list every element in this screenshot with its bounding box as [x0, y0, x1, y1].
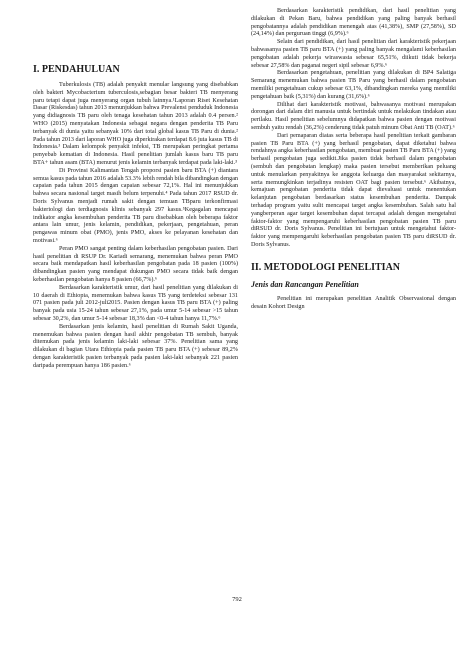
top-spacer [33, 8, 238, 64]
section-spacer [251, 250, 456, 262]
paragraph-right-1: Berdasarkan karakteristik pendidikan, dari hasil penelitian yang dilakukan di Pekan Baru, bahwa pendidikan yang paling banyak berhasil pengobatannya adalah pendidikan menengah atas (41,38%), SMP (27,58%), SD (24,14%) dan perguruan tinggi (6,9%).⁶ [251, 8, 456, 38]
paragraph-right-4: Dilihat dari karakteristik motivasi, bahwasanya motivasi merupakan dorongan dari dalam diri manusia untuk bertindak untuk melakukan tindakan atau perilaku. Hasil penelitian sebelumnya didapatkan bahwa pasien dengan motivasi sembuh yaitu rendah (36,2%) cenderung tidak patuh minum Obat Anti TB (OAT).⁶ [251, 101, 456, 131]
subsection-heading-jenis: Jenis dan Rancangan Penelitian [251, 279, 359, 289]
paragraph-intro-2: Di Provinsi Kalimantan Tengah proporsi pasien baru BTA (+) diantara semua kasus pada tahun 2016 adalah 53.3% lebih rendah bila dibandingkan dengan capaian pada tahun 2015 dengan capaian sebesar 72,1%. Hal ini menunjukkan bahwa secara nasional target masih belum terpenuhi.⁴ Pada tahun 2017 RSUD dr. Doris Sylvanus menjadi rumah sakit dengan temuan TBparu terkonfirmasi bakteriologi dan terdiagnosis klinis sebanyak 297 kasus.⁵Kegagalan mencapai indikator angka kesembuhan penderita TB paru disebabkan oleh beberapa faktor antara lain umur, jenis kelamin, pendidikan, pekerjaan, pengetahuan, peran pengawas minum obat (PMO), jenis PMO, akses ke pelayanan kesehatan dan motivasi.⁶ [33, 167, 238, 244]
paragraph-right-5: Dari pemaparan diatas serta beberapa hasil penelitian terkait gambaran pasien TB Paru BTA (+) yang berhasil pengobatan, dapat diketahui bahwa rendahnya angka keberhasilan pengobatan, membuat pasien TB Paru BTA (+) yang berhasil pengobatan juga sedikit.Jika pasien tidak berhasil dalam pengobatan (sembuh dan pengobatan lengkap) maka pasien tersebut memberikan peluang untuk menularkan penyakitnya ke anggota keluarga dan masyarakat sekitarnya, serta memungkinkan terjadinya resisten OAT bagi pasien tersebut.⁶ Akibatnya, kemajuan pengobatan penderita tidak dapat dievaluasi untuk menentukan kelanjutan pengobatan berdasarkan status kesembuhan penderita. Dampak terhadap program yaitu sulit mencapai target angka kesembuhan. Salah satu hal yangberperan agar target kesembuhan dapat tercapai adalah dengan mengetahui faktor-faktor yang mempengaruhi keberhasilan pengobatan pasien TB paru diRSUD dr. Doris Sylvanus. Penelitian ini bertujuan untuk mengetahui faktor-faktor yang mempengaruhi keberhasilan pengobatan pasien TB paru diRSUD dr. Doris Sylvanus. [251, 132, 456, 248]
section-heading-pendahuluan: I. PENDAHULUAN [33, 64, 120, 75]
right-column [251, 8, 456, 311]
paragraph-method: Penelitian ini merupakan penelitian Analitik Observasional dengan desain Kohort Design [251, 295, 456, 310]
paragraph-intro-3: Peran PMO sangat penting dalam keberhasilan pengobatan pasien. Dari hasil penelitian di RSUP Dr. Kariadi semarang, menemukan bahwa peran PMO secara baik mendapatkan hasil keberhasilan pengobatan pada 18 pasien (100%) dibandingkan pasien yang mendapat dukungan PMO secara tidak baik dengan keberhasilan pengobatan hanya 8 pasien (66,7%).⁶ [33, 245, 238, 283]
paragraph-intro-5: Berdasarkan jenis kelamin, hasil penelitian di Rumah Sakit Uganda, menemukan bahwa pasien dengan hasil akhir pengobatan TB sembuh, banyak ditemukan pada jenis kelamin laki-laki sebesar 37%. Penelitian sama yang dilakukan di bagian Utara Ethiopia pada pasien TB paru BTA (+) sebesar 89,2% dengan karakteristik pasien terbanyak pada pasien laki-laki sebanyak 221 pasien daripada perempuan hanya 186 pasien.⁶ [33, 323, 238, 369]
page-number: 792 [232, 596, 242, 603]
paragraph-intro-4: Berdasarkan karakteristik umur, dari hasil penelitian yang dilakukan di 10 daerah di Ethiopia, menemukan bahwa kasus TB yang terdeteksi sebesar 131 071 pasien pada juli 2012-juli2015. Pasien dengan kasus TB paru BTA (+) paling banyak pada usia 15-24 tahun sebesar 27,1%, pada umur 5-14 sebesar >15 tahun sebesar 30,2%, dan umur 5-14 sebesar 18,3% dan <0-4 tahun hanya 11,7%.⁶ [33, 284, 238, 322]
paragraph-intro-1: Tuberkulosis (TB) adalah penyakit menular langsung yang disebabkan oleh bakteri Mycobacterium tuberculosis,sebagian besar bakteri TB menyerang paru tetapi dapat juga menyerang organ tubuh lainnya.¹Laporan Riset Kesehatan Dasar (Riskesdas) tahun 2013 menunjukkan bahwa Prevalensi penduduk Indonesia yang didiagnosis TB paru oleh tenaga kesehatan tahun 2013 adalah 0.4 persen.² WHO (2015) menyatakan Indonesia sebagai negara dengan penderita TB Paru terbanyak di dunia yaitu sebanyak 10% dari total global kasus TB Paru di dunia.² Pada tahun 2013 dari laporan WHO juga diperkirakan terdapat 8.6 juta kasus TB di Indonesia.³ Dalam kelompok penyakit infeksi, TB merupakan peringkat pertama penyebab kematian di Indonesia. Hasil penelitian jumlah kasus baru TB paru BTA+ tahun asam (BTA) menurut jenis kelamin terbanyak terdapat pada laki-laki.³ [33, 82, 238, 166]
section-heading-metodologi: II. METODOLOGI PENELITIAN [251, 261, 401, 273]
left-column [33, 8, 238, 370]
paragraph-right-3: Berdasarkan pengetahuan, penelitian yang dilakukan di BP4 Salatiga Semarang menemukan bahwa pasien TB Paru yang berhasil dalam pengobatan memiliki pengetahuan cukup sebesar 63,1%, dibandingkan mereka yang memiliki pengetahuan baik (5,31%) dan kurang (31,6%).⁶ [251, 70, 456, 100]
paragraph-right-2: Selain dari pendidikan, dari hasil penelitian dari karakteristik pekerjaan bahwasanya pasien TB paru BTA (+) yang paling banyak mengalami keberhasilan pengobatan adalah pekerja wiraswasta sebesar 65,51%, diikuti tidak bekerja sebesar 27,58% dan paganai negeri sipil sebesar 6,9%.⁶ [251, 39, 456, 69]
